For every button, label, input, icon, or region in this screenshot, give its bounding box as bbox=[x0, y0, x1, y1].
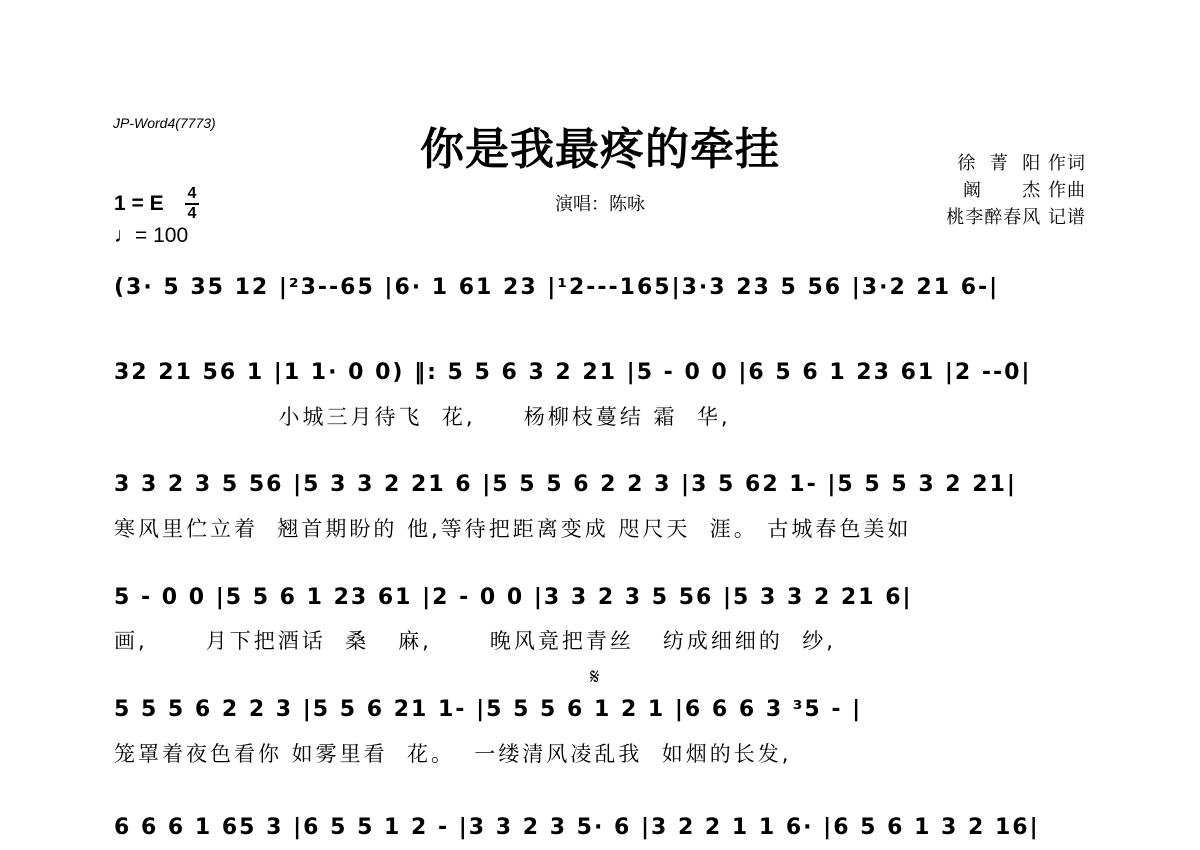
lyric-row-2: 小城三月待飞 花, 杨柳枝蔓结 霜 华, bbox=[114, 405, 731, 429]
lyric-row-3: 寒风里伫立着 翘首期盼的 他,等待把距离变成 咫尺天 涯。 古城春色美如 bbox=[114, 517, 912, 541]
time-bottom: 4 bbox=[187, 205, 197, 222]
transcriber: 桃李醉春风 记谱 bbox=[946, 207, 1086, 228]
lyric-row-5: 笼罩着夜色看你 如雾里看 花。 一缕清风凌乱我 如烟的长发, bbox=[114, 742, 792, 766]
key-signature: 1 = E bbox=[114, 192, 164, 215]
composer: 阚 杰 作曲 bbox=[962, 180, 1086, 201]
tempo-marking: ♩= 100 bbox=[114, 224, 189, 247]
score-row-3: 3 3 2 3 5 56 |5 3 3 2 21 6 |5 5 5 6 2 2 3 |3 5 62 1- |5 5 5 3 2 21| bbox=[114, 472, 1017, 497]
segno-sign: 𝄋 bbox=[590, 664, 600, 689]
lyricist: 徐 菁 阳 作词 bbox=[957, 153, 1086, 174]
score-row-2: 32 21 56 1 |1 1· 0 0) ‖: 5 5 6 3 2 21 |5 - 0 0 |6 5 6 1 23 61 |2 --0| bbox=[114, 360, 1032, 385]
lyric-row-4: 画, 月下把酒话 桑 麻, 晚风竟把青丝 纺成细细的 纱, bbox=[114, 629, 836, 653]
score-row-6: 6 6 6 1 65 3 |6 5 5 1 2 - |3 3 2 3 5· 6 |3 2 2 1 1 6· |6 5 6 1 3 2 16| bbox=[114, 815, 1040, 840]
song-title: 你是我最疼的牵挂 bbox=[420, 124, 780, 175]
score-row-5: 5 5 5 6 2 2 3 |5 5 6 21 1- |5 5 5 6 1 2 1 |6 6 6 3 ³5 - | bbox=[114, 697, 863, 722]
singer: 演唱：陈咏 bbox=[555, 194, 645, 215]
score-row-4: 5 - 0 0 |5 5 6 1 23 61 |2 - 0 0 |3 3 2 3 5 56 |5 3 3 2 21 6| bbox=[114, 585, 913, 610]
time-top: 4 bbox=[187, 185, 197, 202]
time-signature bbox=[185, 186, 199, 222]
score-row-1: (3· 5 35 12 |²3--65 |6· 1 61 23 |¹2---165|3·3 23 5 56 |3·2 21 6-| bbox=[114, 275, 1000, 300]
software-label: JP-Word4(7773) bbox=[113, 115, 216, 131]
